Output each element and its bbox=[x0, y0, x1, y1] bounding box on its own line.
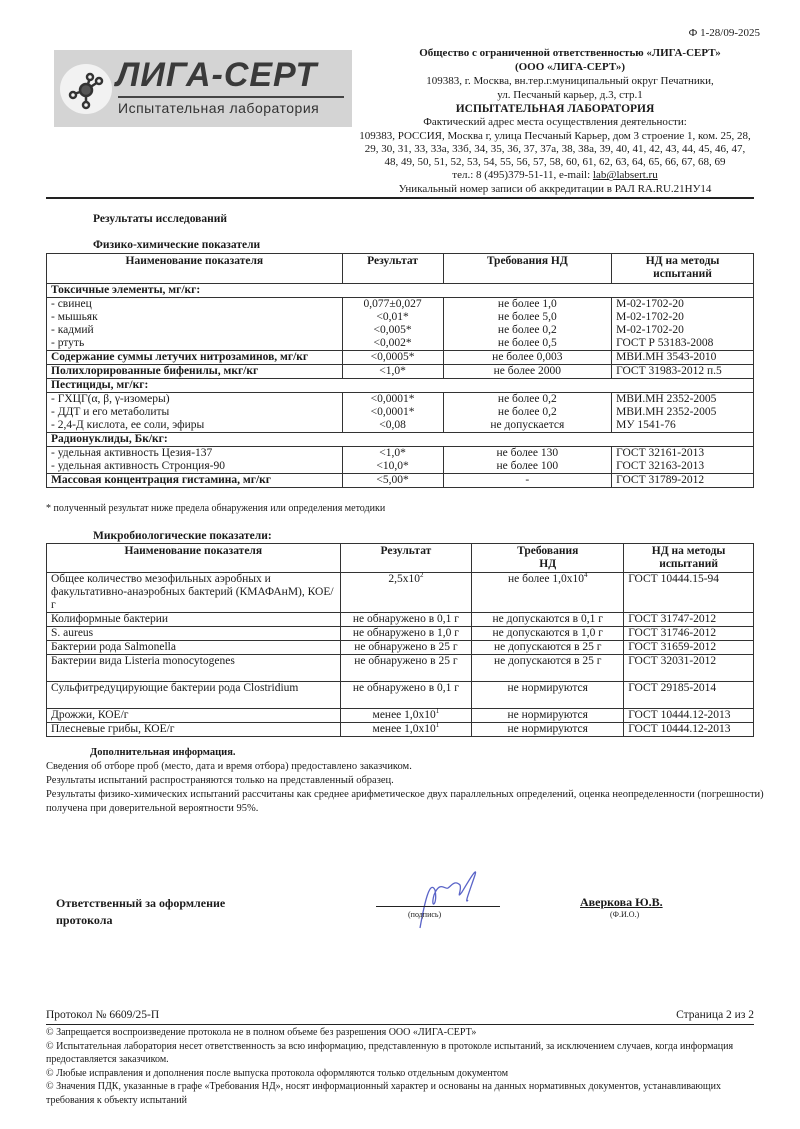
indicator-name: - ГХЦГ(α, β, γ-изомеры) bbox=[47, 393, 343, 407]
requirement-value: не более $1,0x10^4$ bbox=[472, 573, 624, 613]
molecule-icon bbox=[66, 70, 106, 110]
result-value: не обнаружено в 0,1 г bbox=[340, 613, 472, 627]
table-row bbox=[47, 351, 754, 365]
method-value: ГОСТ 31746-2012 bbox=[624, 627, 754, 641]
table-row bbox=[47, 406, 754, 419]
requirement-value: не более 0,003 bbox=[443, 351, 612, 365]
col-header-name: Наименование показателя bbox=[47, 544, 341, 573]
micro-title: Микробиологические показатели: bbox=[93, 530, 272, 542]
result-value: <1,0* bbox=[342, 447, 443, 461]
group-label: Токсичные элементы, мг/кг: bbox=[47, 284, 754, 298]
method-value: МУ 1541-76 bbox=[612, 419, 754, 433]
indicator-name: Массовая концентрация гистамина, мг/кг bbox=[47, 474, 343, 488]
table-row bbox=[47, 641, 754, 655]
divider bbox=[46, 197, 754, 199]
responsible-role: Ответственный за оформление протокола bbox=[56, 896, 226, 927]
contact-line: тел.: 8 (495)379-51-11, e-mail: lab@labsert.ru bbox=[452, 169, 658, 182]
requirement-value: не допускаются в 25 г bbox=[472, 641, 624, 655]
table-row bbox=[47, 298, 754, 312]
requirement-value: не допускаются в 0,1 г bbox=[472, 613, 624, 627]
logo-subtitle: Испытательная лаборатория bbox=[118, 100, 320, 116]
requirement-value: не более 2000 bbox=[443, 365, 612, 379]
method-value: ГОСТ 10444.12-2013 bbox=[624, 709, 754, 723]
result-value: <0,002* bbox=[342, 337, 443, 351]
requirement-value: не допускаются в 1,0 г bbox=[472, 627, 624, 641]
indicator-name: - мышьяк bbox=[47, 311, 343, 324]
table-row bbox=[47, 627, 754, 641]
table-row bbox=[47, 709, 754, 723]
requirement-value: не нормируются bbox=[472, 682, 624, 709]
protocol-number: Протокол № 6609/25-П bbox=[46, 1009, 160, 1021]
requirement-value: не более 1,0 bbox=[443, 298, 612, 312]
method-value: ГОСТ 10444.12-2013 bbox=[624, 723, 754, 737]
indicator-name: Бактерии рода Salmonella bbox=[47, 641, 341, 655]
table-row bbox=[47, 337, 754, 351]
requirement-value: не более 100 bbox=[443, 460, 612, 474]
lab-info: ИСПЫТАТЕЛЬНАЯ ЛАБОРАТОРИЯ Фактический адрес места осуществления деятельности: 109383, РОССИЯ, Москва г, улица Песчаный Карьер, дом 3 строение 1, ком. 25, 28, 29, 30, 31, 33, 33а, 33б, 34, 35, 36, 37, 37а, 38, 38а, 39, 40, 41, 42, 43, 44, 45, 46, 47, 48, 49, 50, 51, 52, 53, 54, 55, 56, 57, 58, 60, 61, 62, 63, 64, 65, 66, 67, 68, 69 тел.: 8 (495)379-51-11, e-mail: lab@labsert.ru Уникальный номер записи об аккредитации в РАЛ RA.RU.21НУ14 bbox=[340, 103, 770, 196]
result-value: <10,0* bbox=[342, 460, 443, 474]
method-value: ГОСТ 29185-2014 bbox=[624, 682, 754, 709]
table-row bbox=[47, 723, 754, 737]
result-value: 0,077±0,027 bbox=[342, 298, 443, 312]
col-header-requirements: Требования НД bbox=[443, 254, 612, 284]
footnote: * полученный результат ниже предела обнаружения или определения методики bbox=[46, 503, 386, 514]
group-label: Пестициды, мг/кг: bbox=[47, 379, 754, 393]
requirement-value: не нормируются bbox=[472, 723, 624, 737]
signature-line bbox=[376, 906, 500, 907]
result-value: <0,08 bbox=[342, 419, 443, 433]
requirement-value: - bbox=[443, 474, 612, 488]
group-row bbox=[47, 433, 754, 447]
table-row bbox=[47, 613, 754, 627]
requirement-value: не более 0,2 bbox=[443, 324, 612, 337]
indicator-name: - свинец bbox=[47, 298, 343, 312]
table-row bbox=[47, 573, 754, 613]
result-value: <1,0* bbox=[342, 365, 443, 379]
additional-info-title: Дополнительная информация. bbox=[90, 747, 236, 758]
result-value: не обнаружено в 25 г bbox=[340, 641, 472, 655]
email-link[interactable]: lab@labsert.ru bbox=[592, 169, 658, 182]
signature-caption: (подпись) bbox=[408, 910, 442, 919]
requirement-value: не более 0,2 bbox=[443, 406, 612, 419]
result-value: <0,0001* bbox=[342, 393, 443, 407]
table-row bbox=[47, 419, 754, 433]
indicator-name: - 2,4-Д кислота, ее соли, эфиры bbox=[47, 419, 343, 433]
col-header-method: НД на методы испытаний bbox=[624, 544, 754, 573]
result-value: <0,0001* bbox=[342, 406, 443, 419]
indicator-name: - удельная активность Цезия-137 bbox=[47, 447, 343, 461]
table-row bbox=[47, 393, 754, 407]
indicator-name: Полихлорированные бифенилы, мкг/кг bbox=[47, 365, 343, 379]
col-header-method: НД на методы испытаний bbox=[612, 254, 754, 284]
lab-title: ИСПЫТАТЕЛЬНАЯ ЛАБОРАТОРИЯ bbox=[455, 103, 655, 115]
method-value: ГОСТ 31659-2012 bbox=[624, 641, 754, 655]
table-row bbox=[47, 311, 754, 324]
logo-brand: ЛИГА-СЕРТ bbox=[116, 56, 318, 94]
results-title: Результаты исследований bbox=[93, 213, 228, 225]
col-header-result: Результат bbox=[342, 254, 443, 284]
indicator-name: Общее количество мезофильных аэробных и факультативно-анаэробных бактерий (КМАФАнМ), КОЕ/г bbox=[47, 573, 341, 613]
method-value: ГОСТ 31747-2012 bbox=[624, 613, 754, 627]
result-value: менее $1,0x10^1$ bbox=[340, 723, 472, 737]
table-row bbox=[47, 682, 754, 709]
physchem-table bbox=[46, 253, 754, 488]
table-row bbox=[47, 324, 754, 337]
result-value: <0,01* bbox=[342, 311, 443, 324]
col-header-result: Результат bbox=[340, 544, 472, 573]
method-value: МВИ.МН 2352-2005 bbox=[612, 406, 754, 419]
method-value: М-02-1702-20 bbox=[612, 311, 754, 324]
table-row bbox=[47, 365, 754, 379]
method-value: М-02-1702-20 bbox=[612, 298, 754, 312]
organization-info: Общество с ограниченной ответственностью «ЛИГА-СЕРТ» (ООО «ЛИГА-СЕРТ») 109383, г. Москва, вн.тер.г.муниципальный округ Печатники, ул. Песчаный карьер, д.3, стр.1 bbox=[419, 47, 721, 101]
table-row bbox=[47, 460, 754, 474]
physchem-title: Физико-химические показатели bbox=[93, 239, 261, 251]
name-caption: (Ф.И.О.) bbox=[610, 910, 640, 919]
indicator-name: Плесневые грибы, КОЕ/г bbox=[47, 723, 341, 737]
result-value: не обнаружено в 25 г bbox=[340, 655, 472, 682]
group-row bbox=[47, 379, 754, 393]
responsible-name: Аверкова Ю.В. bbox=[580, 895, 663, 909]
group-row bbox=[47, 284, 754, 298]
indicator-name: Дрожжи, КОЕ/г bbox=[47, 709, 341, 723]
requirement-value: не более 0,2 bbox=[443, 393, 612, 407]
indicator-name: Колиформные бактерии bbox=[47, 613, 341, 627]
method-value: ГОСТ 31983-2012 п.5 bbox=[612, 365, 754, 379]
indicator-name: Содержание суммы летучих нитрозаминов, мг/кг bbox=[47, 351, 343, 365]
accreditation: Уникальный номер записи об аккредитации в РАЛ RA.RU.21НУ14 bbox=[398, 182, 712, 195]
requirement-value: не более 130 bbox=[443, 447, 612, 461]
signature-icon bbox=[390, 860, 500, 930]
indicator-name: - удельная активность Стронция-90 bbox=[47, 460, 343, 474]
result-value: не обнаружено в 1,0 г bbox=[340, 627, 472, 641]
result-value: <0,0005* bbox=[342, 351, 443, 365]
method-value: ГОСТ 32161-2013 bbox=[612, 447, 754, 461]
method-value: ГОСТ 32163-2013 bbox=[612, 460, 754, 474]
method-value: ГОСТ 31789-2012 bbox=[612, 474, 754, 488]
group-label: Радионуклиды, Бк/кг: bbox=[47, 433, 754, 447]
method-value: ГОСТ 32031-2012 bbox=[624, 655, 754, 682]
table-row bbox=[47, 474, 754, 488]
page-number: Страница 2 из 2 bbox=[676, 1009, 754, 1021]
col-header-name: Наименование показателя bbox=[47, 254, 343, 284]
col-header-requirements: Требования НД bbox=[472, 544, 624, 573]
legal-notes: © Запрещается воспроизведение протокола не в полном объеме без разрешения ООО «ЛИГА-СЕРТ» © Испытательная лаборатория несет ответственность за всю информацию, представленную в протоколе испытаний, за исключением случаев, когда информация предоставляется заказчиком. © Любые исправления и дополнения после выпуска протокола оформляются только отдельным документом © Значения ПДК, указанные в графе «Требования НД», носят информационный характер и основаны на данных нормативных документов, устанавливающих требования к объекту испытаний bbox=[46, 1027, 734, 1106]
method-value: М-02-1702-20 bbox=[612, 324, 754, 337]
requirement-value: не более 5,0 bbox=[443, 311, 612, 324]
micro-table bbox=[46, 543, 754, 737]
indicator-name: - кадмий bbox=[47, 324, 343, 337]
indicator-name: - ртуть bbox=[47, 337, 343, 351]
additional-info: Дополнительная информация. Сведения об отборе проб (место, дата и время отбора) предоставлено заказчиком. Результаты испытаний распространяются только на представленный образец. Результаты физико-химических испытаний рассчитаны как среднее арифметическое двух параллельных определений, оценка неопределенности (погрешности) получена при доверительной вероятности 95%. bbox=[46, 746, 766, 816]
requirement-value: не более 0,5 bbox=[443, 337, 612, 351]
method-value: МВИ.МН 2352-2005 bbox=[612, 393, 754, 407]
method-value: ГОСТ Р 53183-2008 bbox=[612, 337, 754, 351]
result-value: не обнаружено в 0,1 г bbox=[340, 682, 472, 709]
indicator-name: S. aureus bbox=[47, 627, 341, 641]
result-value: $2,5x10^2$ bbox=[340, 573, 472, 613]
result-value: <0,005* bbox=[342, 324, 443, 337]
form-code: Ф 1-28/09-2025 bbox=[688, 27, 760, 39]
requirement-value: не нормируются bbox=[472, 709, 624, 723]
result-value: менее $1,0x10^1$ bbox=[340, 709, 472, 723]
result-value: <5,00* bbox=[342, 474, 443, 488]
footer-divider bbox=[46, 1024, 754, 1025]
indicator-name: Бактерии вида Listeria monocytogenes bbox=[47, 655, 341, 682]
table-row bbox=[47, 655, 754, 682]
requirement-value: не допускаются в 25 г bbox=[472, 655, 624, 682]
method-value: МВИ.МН 3543-2010 bbox=[612, 351, 754, 365]
requirement-value: не допускается bbox=[443, 419, 612, 433]
company-logo bbox=[54, 50, 352, 127]
table-row bbox=[47, 447, 754, 461]
indicator-name: - ДДТ и его метаболиты bbox=[47, 406, 343, 419]
indicator-name: Сульфитредуцирующие бактерии рода Clostridium bbox=[47, 682, 341, 709]
method-value: ГОСТ 10444.15-94 bbox=[624, 573, 754, 613]
